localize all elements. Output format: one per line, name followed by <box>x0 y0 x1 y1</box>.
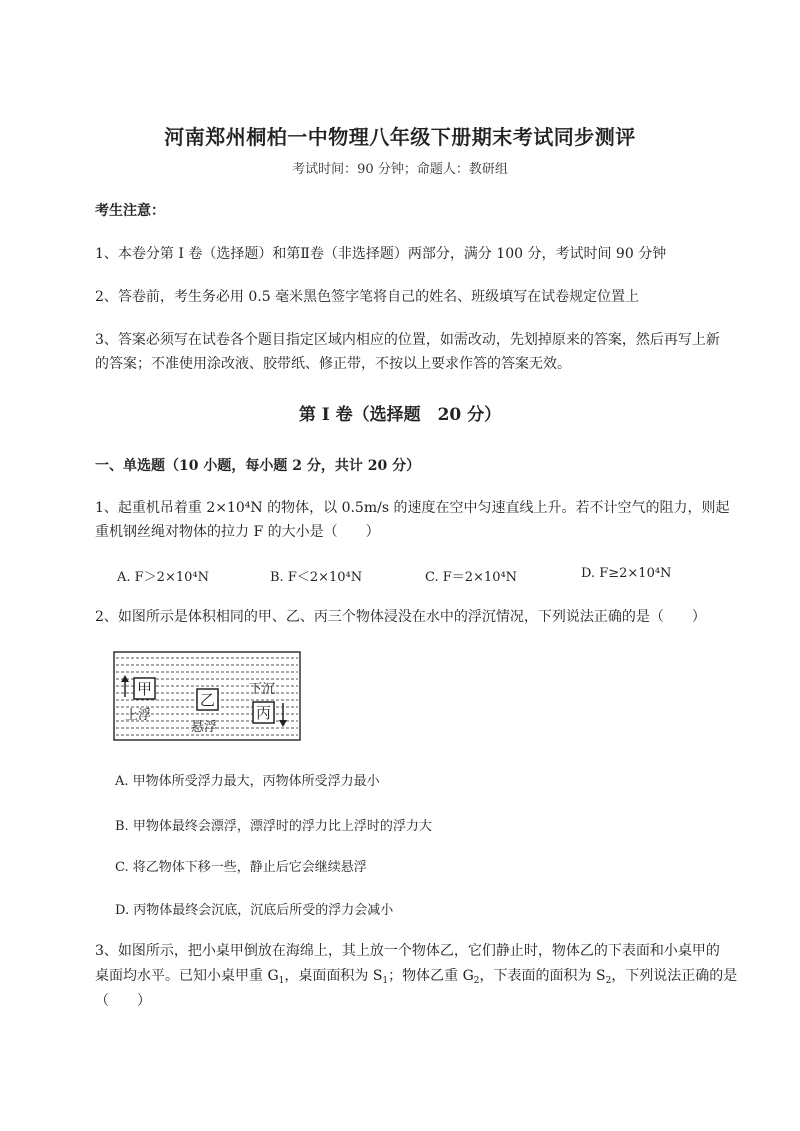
object-yi <box>197 689 218 710</box>
q1-stem-line2: 重机钢丝绳对物体的拉力 F 的大小是（ ） <box>95 524 380 540</box>
notice-item-2: 2、答卷前，考生务必用 0.5 毫米黑色签字笔将自己的姓名、班级填写在试卷规定位置上 <box>95 289 640 305</box>
label-up: 上浮 <box>125 708 152 723</box>
q2-option-c: C. 将乙物体下移一些，静止后它会继续悬浮 <box>115 860 367 875</box>
q2-option-b: B. 甲物体最终会漂浮，漂浮时的浮力比上浮时的浮力大 <box>115 819 432 834</box>
notice-item-3-cont: 的答案；不准使用涂改液、胶带纸、修正带，不按以上要求作答的答案无效。 <box>95 356 571 372</box>
q3-stem-line2: 桌面均水平。已知小桌甲重 $G_1$，桌面面积为 $S_1$；物体乙重 $G_2$，下表面的面积为 $S_2$，下列说法正确的是 <box>95 968 738 986</box>
label-down: 下沉 <box>249 682 276 697</box>
q1-option-d: D. F≥2×10⁴N <box>581 566 672 581</box>
q3-stem-line3: （ ） <box>95 993 151 1009</box>
object-bing <box>253 702 274 723</box>
section-title: 第 I 卷（选择题 20 分） <box>298 405 502 425</box>
label-suspend: 悬浮 <box>191 720 218 735</box>
label-yi: 乙 <box>199 691 216 709</box>
q2-option-a: A. 甲物体所受浮力最大，丙物体所受浮力最小 <box>115 774 380 789</box>
page-subtitle: 考试时间：90 分钟；命题人：教研组 <box>292 162 508 177</box>
q1-option-c: C. F＝2×10⁴N <box>425 570 518 585</box>
buoyancy-figure <box>113 651 301 741</box>
q2-option-d: D. 丙物体最终会沉底，沉底后所受的浮力会减小 <box>115 903 394 918</box>
q1-option-b: B. F＜2×10⁴N <box>270 570 363 585</box>
page-title: 河南郑州桐柏一中物理八年级下册期末考试同步测评 <box>164 125 636 149</box>
q1-option-a: A. F＞2×10⁴N <box>117 570 209 585</box>
q1-stem-line1: 1、起重机吊着重 2×10⁴N 的物体，以 0.5m/s 的速度在空中匀速直线上升。若不计空气的阻力，则起 <box>95 500 730 516</box>
label-bing: 丙 <box>255 704 272 722</box>
part-heading: 一、单选题（10 小题，每小题 2 分，共计 20 分） <box>95 458 421 474</box>
q3-stem-line1: 3、如图所示，把小桌甲倒放在海绵上，其上放一个物体乙，它们静止时，物体乙的下表面和小桌甲的 <box>95 943 720 959</box>
q2-stem: 2、如图所示是体积相同的甲、乙、丙三个物体浸没在水中的浮沉情况，下列说法正确的是（ ） <box>95 609 706 625</box>
notice-heading: 考生注意： <box>95 203 165 219</box>
notice-item-3: 3、答案必须写在试卷各个题目指定区域内相应的位置，如需改动，先划掉原来的答案，然后再写上新 <box>95 332 720 348</box>
object-jia <box>134 678 155 699</box>
label-jia: 甲 <box>136 680 153 698</box>
notice-item-1: 1、本卷分第 I 卷（选择题）和第Ⅱ卷（非选择题）两部分，满分 100 分，考试时间 90 分钟 <box>95 246 667 262</box>
